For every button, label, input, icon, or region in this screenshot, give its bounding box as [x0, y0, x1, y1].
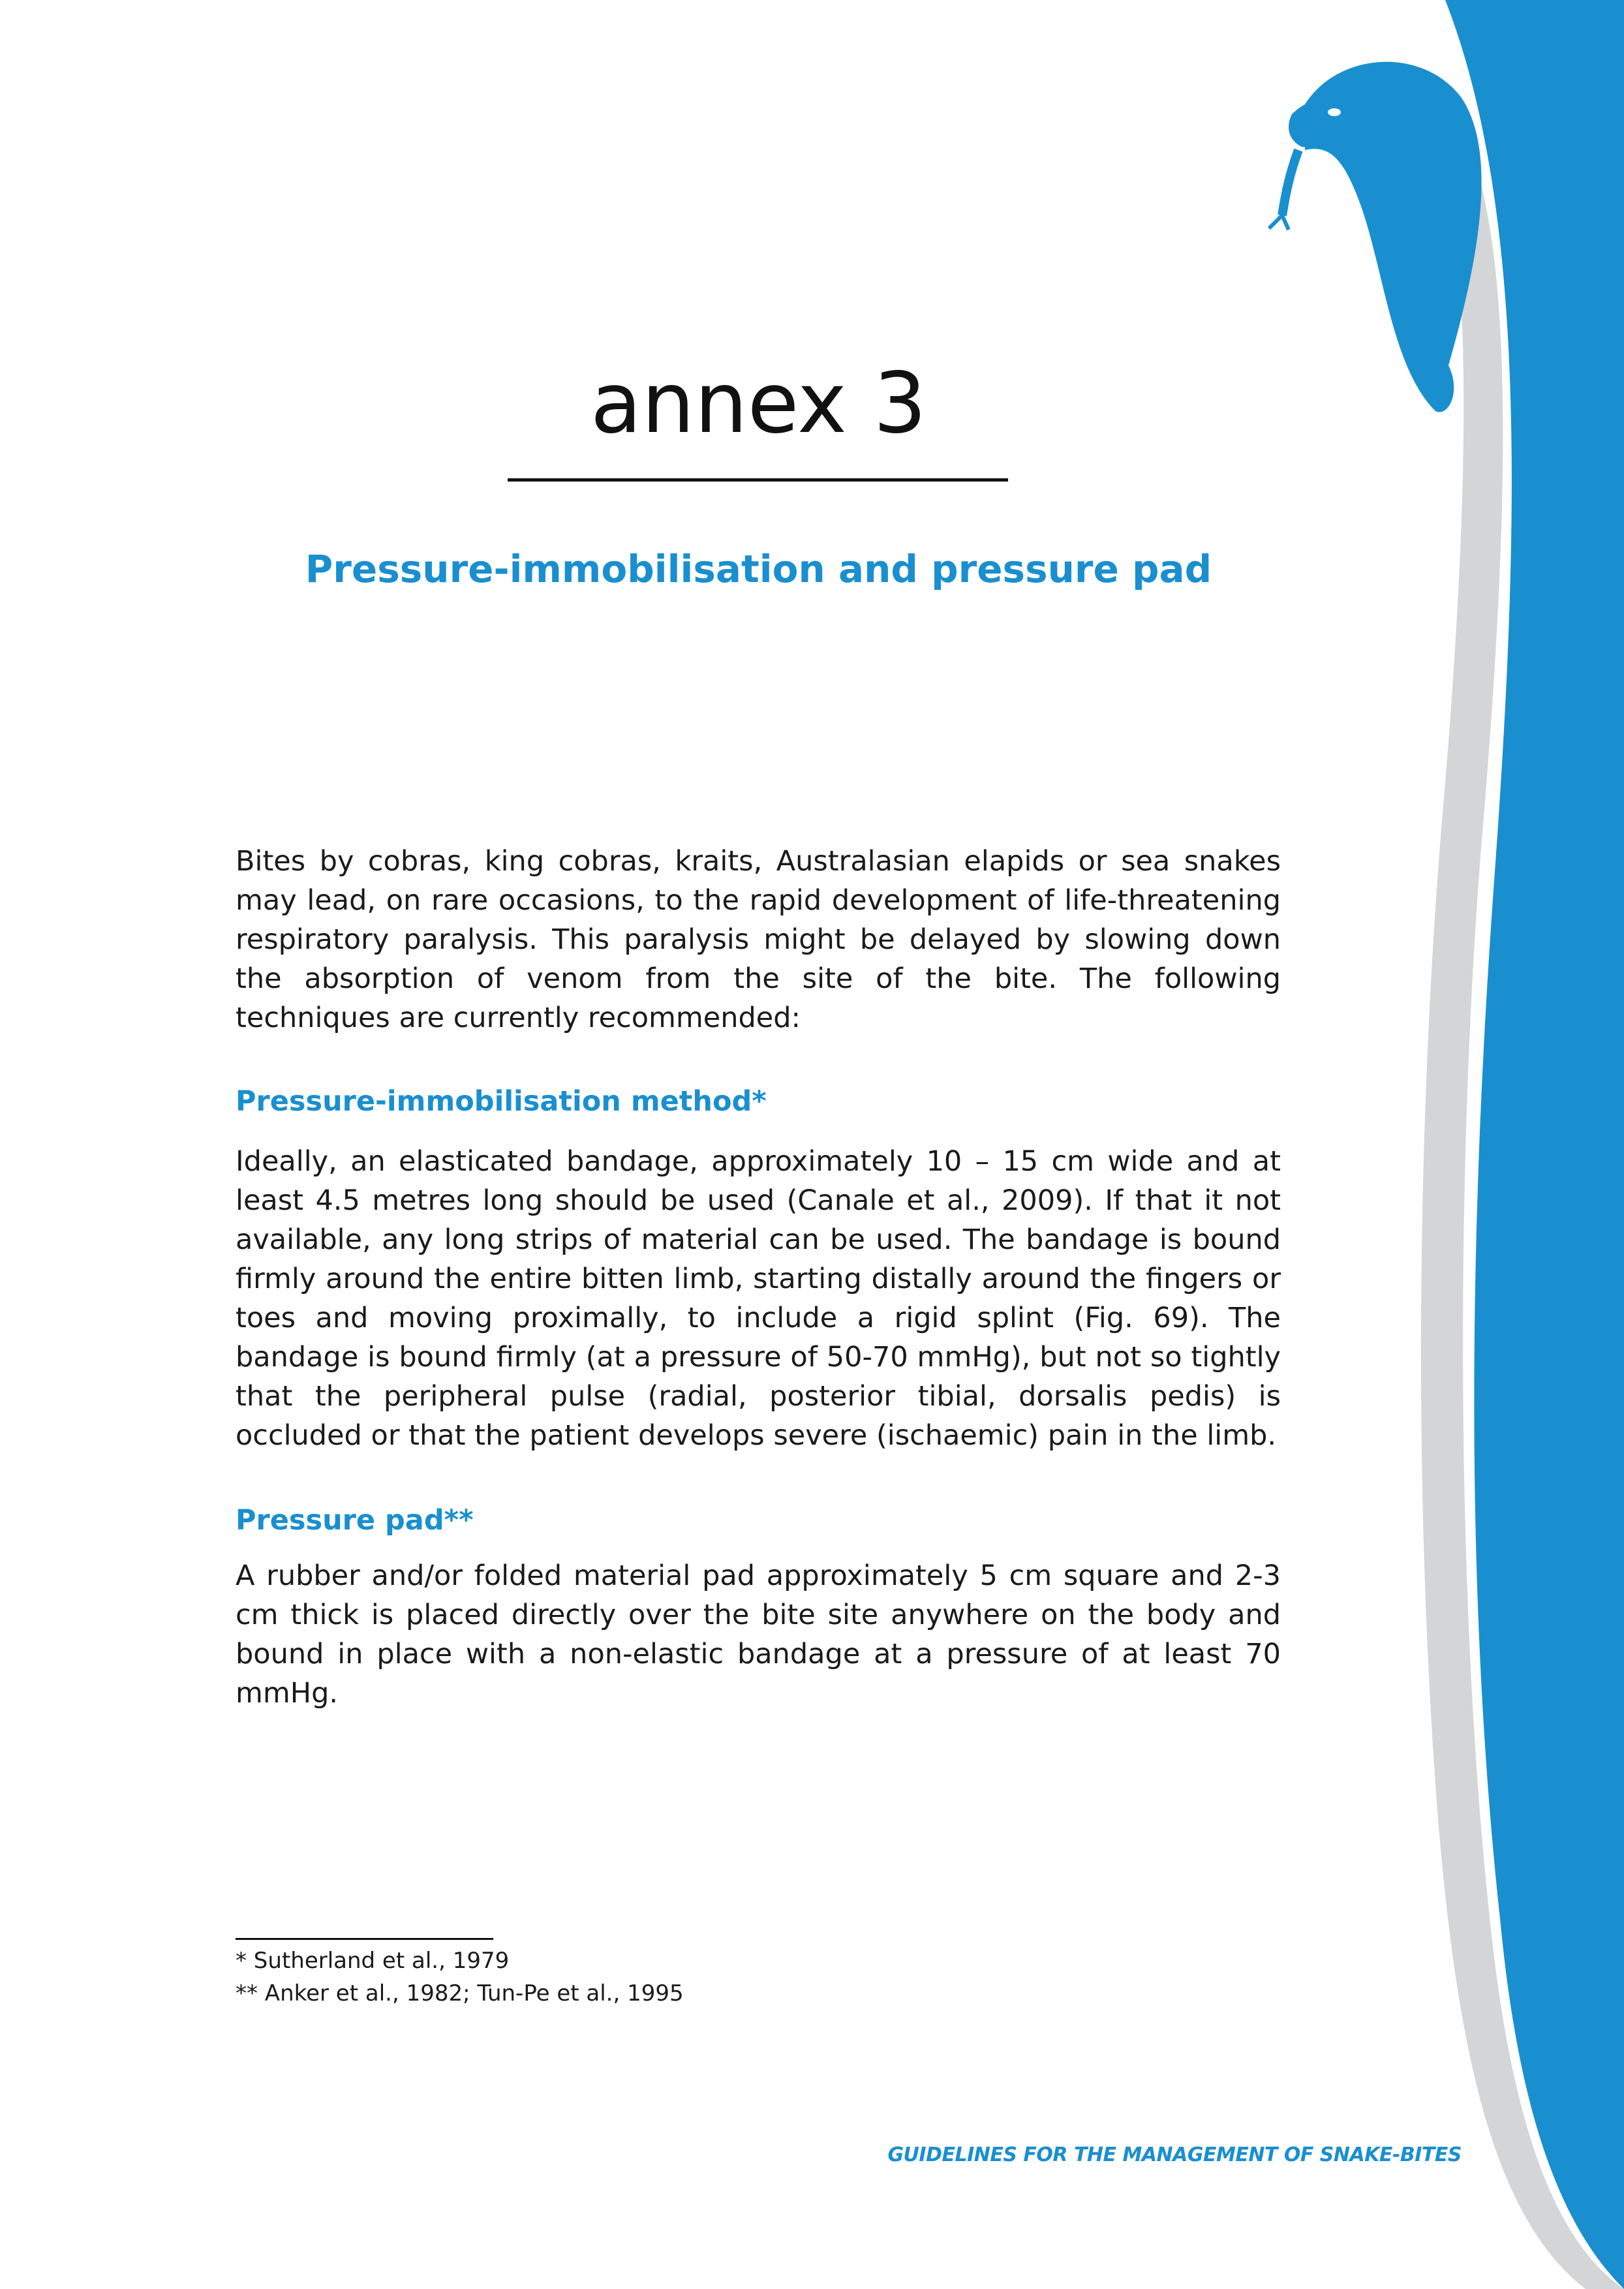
- footnote-rule: [236, 1938, 493, 1940]
- footnote-item: ** Anker et al., 1982; Tun-Pe et al., 1995: [236, 1980, 684, 2006]
- section-heading-pressure-pad: Pressure pad**: [236, 1504, 474, 1537]
- annex-title: annex 3: [590, 355, 927, 452]
- running-footer-title: GUIDELINES FOR THE MANAGEMENT OF SNAKE-BITES: [887, 2143, 1462, 2166]
- cobra-tongue-shape: [1269, 215, 1289, 230]
- cobra-snake-logo: [1269, 62, 1482, 412]
- section-paragraph-pressure-immobilisation: Ideally, an elasticated bandage, approximately 10 – 15 cm wide and at least 4.5 metres long should be used (Canale et al., 2009). If that it not available, any long strips of material can be used. The bandage is bound firmly around the entire bitten limb, starting distally around the fingers or toes and moving proximally, to include a rigid splint (Fig. 69). The bandage is bound firmly (at a pressure of 50-70 mmHg), but not so tightly that the peripheral pulse (radial, posterior tibial, dorsalis pedis) is occluded or that the patient develops severe (ischaemic) pain in the limb.: [236, 1145, 1281, 1452]
- section-paragraph-pressure-pad: A rubber and/or folded material pad approximately 5 cm square and 2-3 cm thick is placed directly over the bite site anywhere on the body and bound in place with a non-elastic bandage at a pressure of at least 70 mmHg.: [236, 1559, 1281, 1710]
- intro-paragraph: Bites by cobras, king cobras, kraits, Australasian elapids or sea snakes may lead, on rare occasions, to the rapid development of life-threatening respiratory paralysis. This paralysis might be delayed by slowing down the absorption of venom from the site of the bite. The following techniques are currently recommended:: [236, 845, 1281, 1034]
- cobra-eye-shape: [1328, 108, 1341, 116]
- annex-subtitle: Pressure-immobilisation and pressure pad: [305, 547, 1212, 591]
- section-heading-pressure-immobilisation: Pressure-immobilisation method*: [236, 1085, 767, 1118]
- title-rule: [508, 478, 1008, 482]
- footnote-item: * Sutherland et al., 1979: [236, 1948, 510, 1974]
- cobra-neck-shape: [1282, 150, 1298, 215]
